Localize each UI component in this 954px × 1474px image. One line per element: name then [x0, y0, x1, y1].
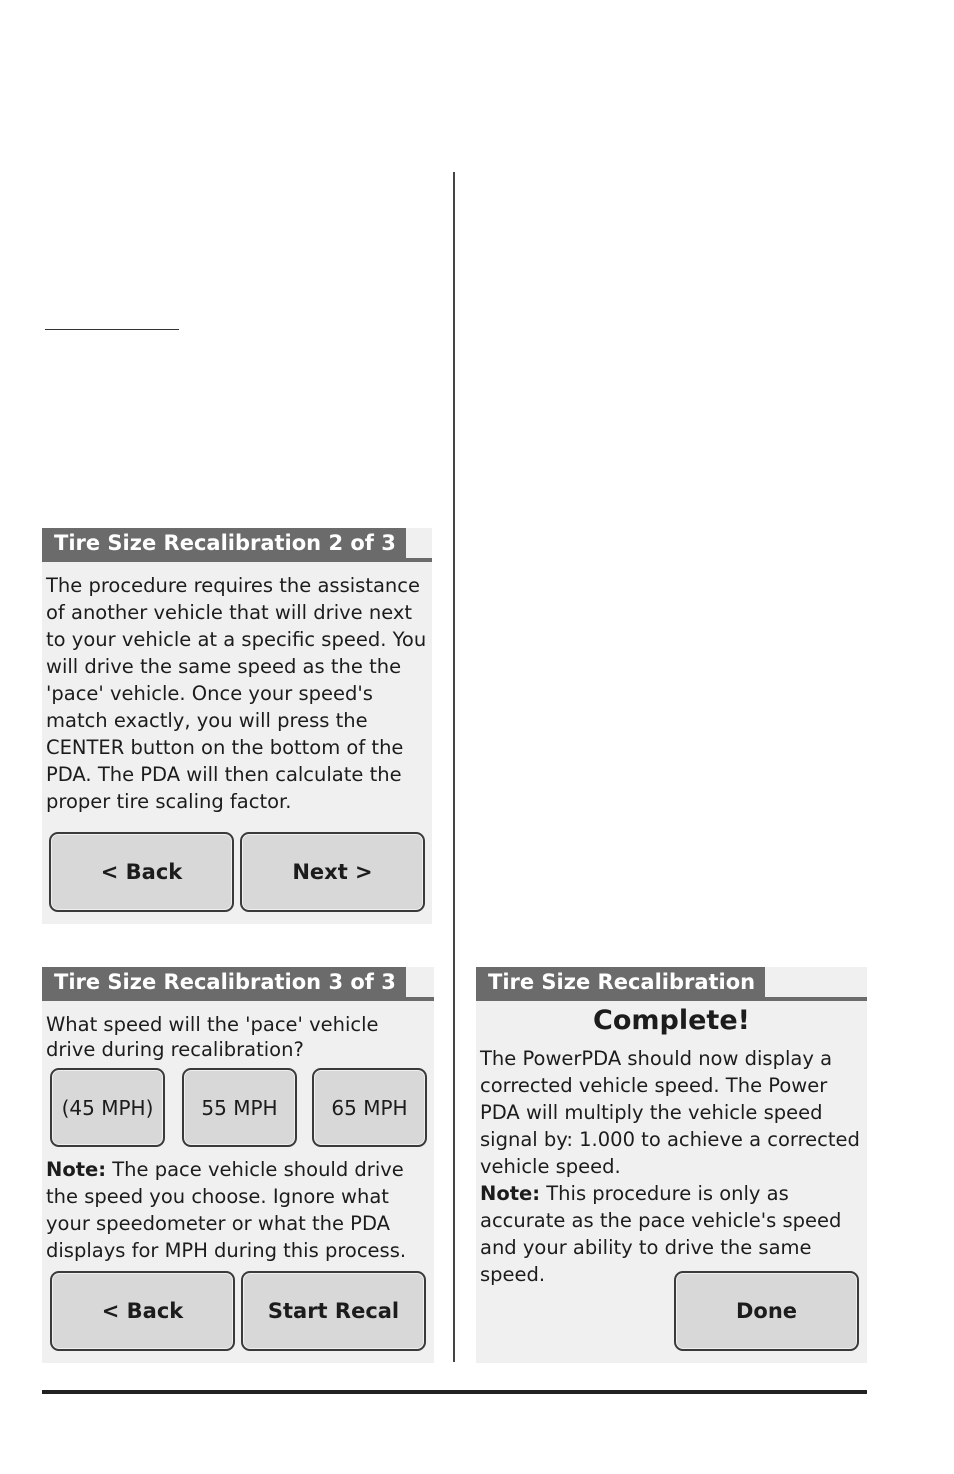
note-body: The pace vehicle should drive the speed you choose. Ignore what your speedometer or what the PDA displays for MPH during this process. [46, 1158, 407, 1262]
column-divider [453, 172, 455, 1362]
screen-title: Tire Size Recalibration 2 of 3 [42, 528, 406, 558]
title-bar [476, 967, 867, 1003]
back-button[interactable]: < Back [50, 1271, 235, 1351]
note-label: Note: [46, 1158, 107, 1181]
done-button[interactable]: Done [674, 1271, 859, 1351]
title-underline [476, 997, 867, 1001]
recal-screen-3-of-3 [42, 967, 434, 1363]
note-body: This procedure is only as accurate as the pace vehicle's speed and your ability to drive the same speed. [480, 1182, 842, 1286]
note-label: Note: [480, 1182, 541, 1205]
screen-title: Tire Size Recalibration 3 of 3 [42, 967, 406, 997]
title-underline [42, 997, 434, 1001]
title-bar [42, 967, 434, 1003]
recal-complete-screen [476, 967, 867, 1363]
short-rule [45, 329, 179, 330]
speed-option-45-button[interactable]: (45 MPH) [50, 1068, 165, 1147]
start-recal-button[interactable]: Start Recal [241, 1271, 426, 1351]
speed-question: What speed will the 'pace' vehicle drive during recalibration? [46, 1013, 379, 1061]
note-text [46, 1156, 430, 1264]
screen-title: Tire Size Recalibration [476, 967, 765, 997]
next-button[interactable]: Next > [240, 832, 425, 912]
back-button[interactable]: < Back [49, 832, 234, 912]
recal-screen-2-of-3 [42, 528, 432, 924]
instructions-text: The procedure requires the assistance of another vehicle that will drive next to your vehicle at a specific speed. You will drive the same speed as the the 'pace' vehicle. Once your speed's match exactly, you will press the CENTER button on the bottom of the PDA. The PDA will then calculate the proper tire scaling factor. [46, 574, 427, 813]
title-underline [42, 558, 432, 562]
result-text: The PowerPDA should now display a corrected vehicle speed. The Power PDA will multiply the vehicle speed signal by: 1.000 to achieve a corrected vehicle speed. [480, 1047, 860, 1178]
speed-option-65-button[interactable]: 65 MPH [312, 1068, 427, 1147]
speed-option-55-button[interactable]: 55 MPH [182, 1068, 297, 1147]
title-bar [42, 528, 432, 564]
bottom-rule [42, 1390, 867, 1394]
complete-heading: Complete! [593, 1005, 750, 1036]
